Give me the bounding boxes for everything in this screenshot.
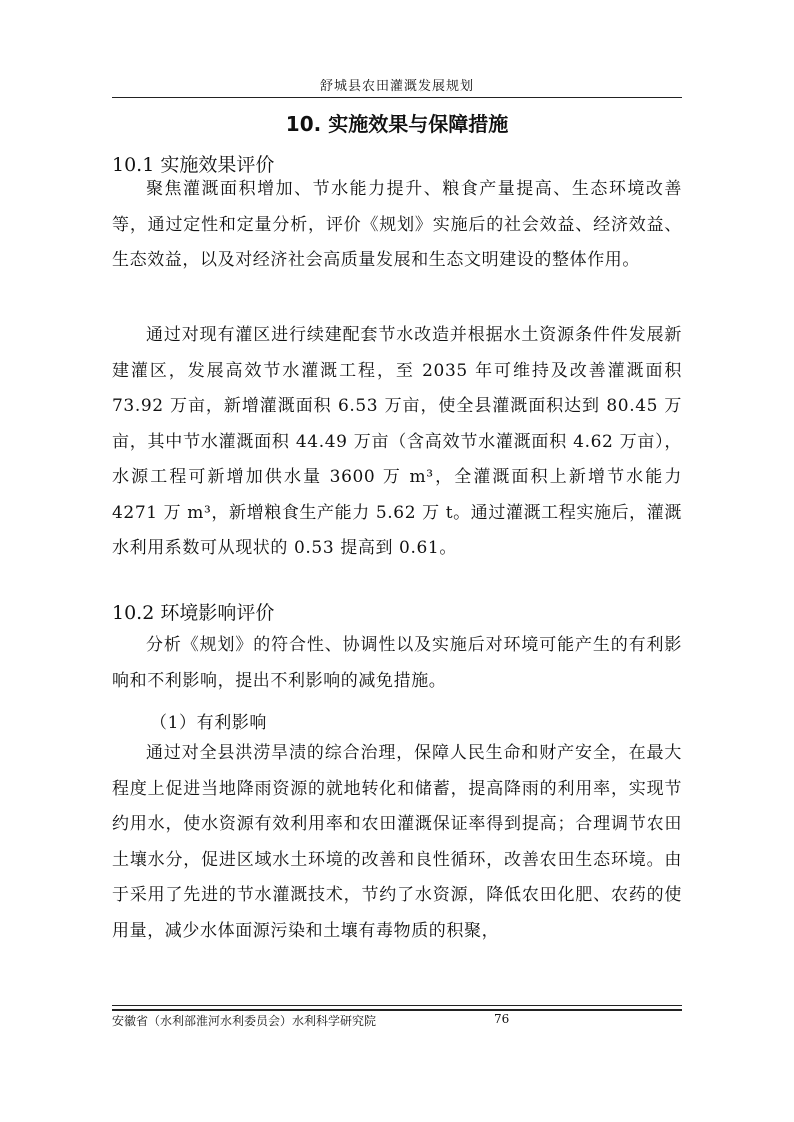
- paragraph: 分析《规划》的符合性、协调性以及实施后对环境可能产生的有利影响和不利影响，提出不利影响的减免措施。: [112, 635, 682, 691]
- page-number: 76: [494, 1012, 510, 1026]
- paragraph: 聚焦灌溉面积增加、节水能力提升、粮食产量提高、生态环境改善等，通过定性和定量分析，评价《规划》实施后的社会效益、经济效益、生态效益，以及对经济社会高质量发展和生态文明建设的整体作用。: [112, 179, 682, 270]
- paragraph: 通过对全县洪涝旱渍的综合治理，保障人民生命和财产安全，在最大程度上促进当地降雨资源的就地转化和储蓄，提高降雨的利用率，实现节约用水，使水资源有效利用率和农田灌溉保证率得到提高；合理调节农田土壤水分，促进区域水土环境的改善和良性循环，改善农田生态环境。由于采用了先进的节水灌溉技术，节约了水资源，降低农田化肥、农药的使用量，减少水体面源污染和土壤有毒物质的积聚，: [112, 743, 682, 941]
- footer-divider-thin: [112, 1005, 682, 1006]
- section-heading-10-1: 10.1 实施效果评价: [112, 154, 275, 176]
- footer-divider-thick: [112, 1009, 682, 1011]
- section-heading-10-2: 10.2 环境影响评价: [112, 602, 275, 624]
- running-header: 舒城县农田灌溉发展规划: [319, 79, 474, 94]
- footer-organization: 安徽省（水利部淮河水利委员会）水利科学研究院: [112, 1014, 377, 1028]
- sub-heading-favorable-impacts: （1）有利影响: [150, 713, 268, 733]
- paragraph: 通过对现有灌区进行续建配套节水改造并根据水土资源条件件发展新建灌区，发展高效节水灌溉工程，至 2035 年可维持及改善灌溉面积 73.92 万亩，新增灌溉面积 6.53 万亩，使全县灌溉面积达到 80.45 万亩，其中节水灌溉面积 44.49 万亩（含高效节水灌溉面积 4.62 万亩），水源工程可新增加供水量 3600 万 m³，全灌溉面积上新增节水能力 4271 万 m³，新增粮食生产能力 5.62 万 t。通过灌溉工程实施后，灌溉水利用系数可从现状的 0.53 提高到 0.61。: [112, 325, 682, 558]
- chapter-title: 10. 实施效果与保障措施: [285, 112, 509, 136]
- header-divider: [112, 97, 682, 98]
